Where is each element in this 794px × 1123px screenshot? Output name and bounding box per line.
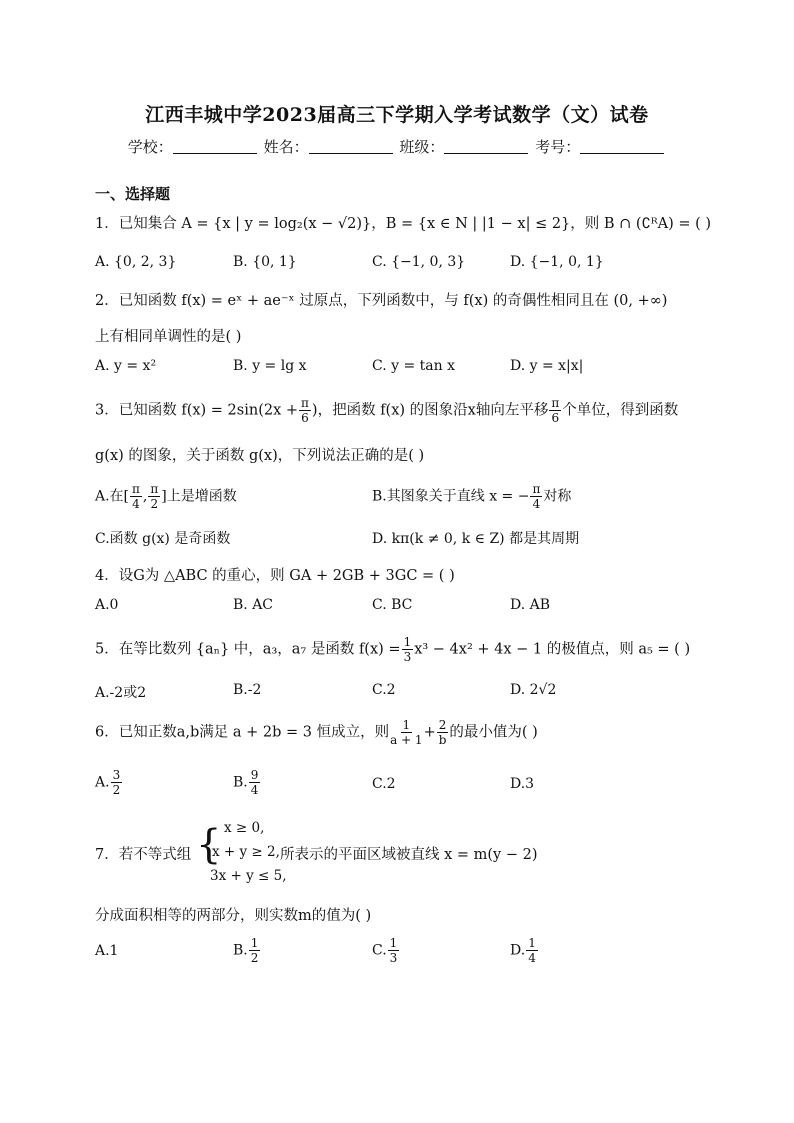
exam-title: 江西丰城中学2023届高三下学期入学考试数学（文）试卷 — [145, 104, 649, 126]
q3-stem-b: )，把函数 f(x) 的图象沿x轴向左平移 — [311, 402, 549, 419]
q3-stem-c: 个单位，得到函数 — [562, 402, 679, 419]
q7-ineq1: x ≥ 0, — [224, 820, 265, 836]
q2-option-c[interactable]: C. y = tan x — [372, 358, 455, 374]
q7-stem-a: 7．若不等式组 — [95, 847, 192, 863]
q2-stem-line2: 上有相同单调性的是( ) — [95, 329, 242, 345]
q1-option-d[interactable]: D. {−1, 0, 1} — [510, 254, 604, 270]
q3-frac-pi-6: $\frac{\pi}{6}$ — [301, 396, 309, 425]
name-label: 姓名： — [263, 138, 309, 156]
q4-option-c[interactable]: C. BC — [372, 597, 413, 613]
q7-option-c[interactable]: C. $\frac{1}{3}$ — [372, 936, 398, 965]
q3-stem-a: 3．已知函数 f(x) = 2sin(2x + — [95, 402, 299, 419]
q5-option-c[interactable]: C.2 — [372, 682, 396, 698]
q5-option-b[interactable]: B.-2 — [233, 682, 262, 698]
q2-option-a[interactable]: A. y = x² — [95, 358, 157, 374]
name-field[interactable] — [309, 139, 393, 154]
q5-option-d[interactable]: D. 2√2 — [510, 682, 557, 698]
class-label: 班级： — [399, 138, 445, 156]
q6-stem: 6．已知正数a,b满足 a + 2b = 3 恒成立，则 $\frac{1}{a + 1}$ + $\frac{2}{b}$ 的最小值为( ) — [95, 718, 538, 747]
q3-option-a[interactable]: A.在[ $\frac{\pi}{4}$ , $\frac{\pi}{2}$ ]上是增函数 — [95, 482, 237, 511]
q2-option-b[interactable]: B. y = lg x — [233, 358, 307, 374]
school-field[interactable] — [173, 139, 257, 154]
q1-option-a[interactable]: A. {0, 2, 3} — [95, 254, 177, 270]
q7-option-d[interactable]: D. $\frac{1}{4}$ — [510, 936, 536, 965]
class-field[interactable] — [444, 139, 528, 154]
q4-option-b[interactable]: B. AC — [233, 597, 274, 613]
q2-option-d[interactable]: D. y = x|x| — [510, 358, 584, 374]
q4-option-d[interactable]: D. AB — [510, 597, 551, 613]
q7-stem-b: 所表示的平面区域被直线 x = m(y − 2) — [280, 847, 538, 863]
school-label: 学校： — [127, 138, 173, 156]
q6-option-c[interactable]: C.2 — [372, 776, 396, 792]
q3-stem-line1 — [95, 396, 678, 425]
q1-option-b[interactable]: B. {0, 1} — [233, 254, 297, 270]
q3-option-c[interactable]: C.函数 g(x) 是奇函数 — [95, 531, 231, 547]
q6-option-a[interactable]: A. $\frac{3}{2}$ — [95, 768, 121, 797]
q7-ineq3: 3x + y ≤ 5, — [210, 868, 287, 884]
q5-stem: 5．在等比数列 {aₙ} 中，a₃，a₇ 是函数 f(x) = $\frac{1}{3}$ x³ − 4x² + 4x − 1 的极值点，则 a₅ = ( ) — [95, 635, 691, 664]
q7-option-a[interactable]: A.1 — [95, 943, 119, 959]
section-title: 一、选择题 — [95, 185, 171, 203]
q6-frac-1: $\frac{1}{a + 1}$ — [390, 718, 423, 747]
q7-brace: { — [196, 822, 222, 868]
q3-stem-line2: g(x) 的图象，关于函数 g(x)，下列说法正确的是( ) — [95, 448, 425, 464]
q7-ineq2: x + y ≥ 2, — [212, 844, 280, 860]
q6-frac-2: $\frac{2}{b}$ — [438, 718, 447, 747]
q3-frac-shift: $\frac{\pi}{6}$ — [551, 396, 560, 425]
q3-option-d[interactable]: D. kπ(k ≠ 0, k ∈ Z) 都是其周期 — [372, 531, 580, 547]
q1-option-c[interactable]: C. {−1, 0, 3} — [372, 254, 466, 270]
student-info-line — [0, 136, 794, 157]
q6-option-b[interactable]: B. $\frac{9}{4}$ — [233, 768, 259, 797]
number-label: 考号： — [535, 138, 581, 156]
number-field[interactable] — [580, 139, 664, 154]
q3-option-b[interactable]: B.其图象关于直线 x = − $\frac{\pi}{4}$ 对称 — [372, 482, 572, 511]
q1-stem: 1．已知集合 A = {x | y = log₂(x − √2)}，B = {x ∈ N | |1 − x| ≤ 2}，则 B ∩ (∁ᴿA) = ( ) — [95, 216, 712, 232]
q7-option-b[interactable]: B. $\frac{1}{2}$ — [233, 936, 259, 965]
q7-stem-line2: 分成面积相等的两部分，则实数m的值为( ) — [95, 908, 372, 924]
q5-frac-1-3: $\frac{1}{3}$ — [403, 635, 412, 664]
q4-stem: 4．设G为 △ABC 的重心，则 GA + 2GB + 3GC = ( ) — [95, 568, 455, 584]
q4-option-a[interactable]: A.0 — [95, 597, 119, 613]
q6-option-d[interactable]: D.3 — [510, 776, 535, 792]
q5-option-a[interactable]: A.-2或2 — [95, 685, 147, 701]
q2-stem-line1: 2．已知函数 f(x) = eˣ + ae⁻ˣ 过原点，下列函数中，与 f(x) 的奇偶性相同且在 (0, +∞) — [95, 293, 668, 309]
